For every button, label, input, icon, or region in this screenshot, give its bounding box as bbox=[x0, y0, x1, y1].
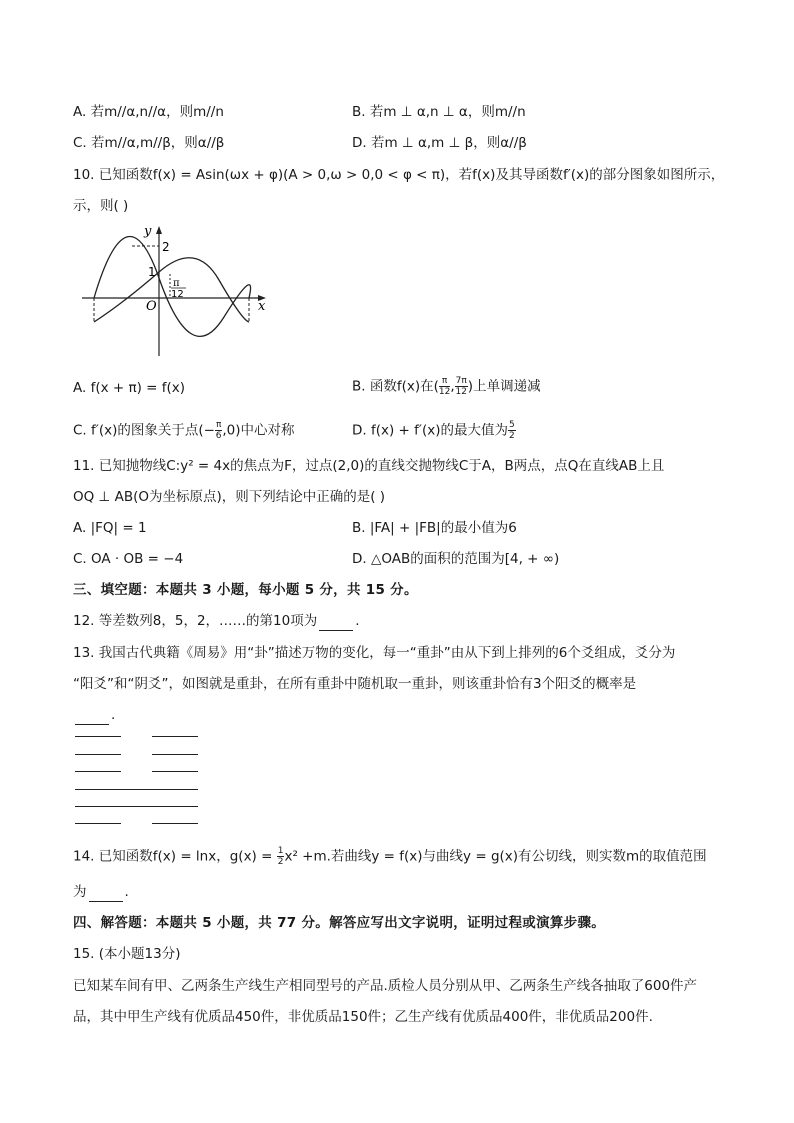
q15-text-line1: 已知某车间有甲、乙两条生产线生产相同型号的产品.质检人员分别从甲、乙两条生产线各抽取了600件产 bbox=[73, 978, 698, 994]
q10-option-a: A. f(x + π) = f(x) bbox=[73, 380, 186, 396]
q14-answer-blank[interactable] bbox=[89, 887, 123, 902]
q11-stem-line1: 11. 已知抛物线C:y² = 4x的焦点为F，过点(2,0)的直线交抛物线C于A，B两点，点Q在直线AB上且 bbox=[73, 458, 665, 474]
y-axis-arrow bbox=[156, 226, 162, 234]
section-fill-blank-heading: 三、填空题：本题共 3 小题，每小题 5 分，共 15 分。 bbox=[73, 582, 418, 598]
q11-option-d: D. △OAB的面积的范围为[4, + ∞) bbox=[352, 551, 560, 567]
q11-option-b: B. |FA| + |FB|的最小值为6 bbox=[352, 520, 517, 536]
q10-option-b: B. 函数f(x)在( $\frac{\pi}{12}$ , $\frac{7\pi}{12}$ )上单调递减 bbox=[352, 376, 541, 397]
label-origin: O bbox=[146, 299, 157, 314]
q15-text-line2: 品，其中甲生产线有优质品450件，非优质品150件；乙生产线有优质品400件，非优质品200件. bbox=[73, 1009, 653, 1025]
q10-stem-line2: 示，则( ) bbox=[73, 198, 129, 214]
label-y: y bbox=[144, 224, 152, 239]
q9-option-c: C. 若m//α,m//β，则α//β bbox=[73, 135, 225, 151]
q12-answer-blank[interactable] bbox=[319, 616, 353, 631]
q14-stem-line2: 为 . bbox=[73, 884, 129, 900]
q11-option-c: C. OA · OB = −4 bbox=[73, 551, 184, 567]
q11-stem-line2: OQ ⊥ AB(O为坐标原点)，则下列结论中正确的是( ) bbox=[73, 489, 386, 505]
q14-stem-line1: 14. 已知函数f(x) = lnx，g(x) = $\frac{1}{2}$ x² +m.若曲线y = f(x)与曲线y = g(x)有公切线，则实数m的取值范围 bbox=[73, 846, 707, 867]
q13-stem-line2: “阳爻”和“阴爻”，如图就是重卦，在所有重卦中随机取一重卦，则该重卦恰有3个阳爻的概率是 bbox=[73, 676, 637, 692]
q10-stem-line1: 10. 已知函数f(x) = Asin(ωx + φ)(A > 0,ω > 0,0 < φ < π)，若f(x)及其导函数f′(x)的部分图象如图所示， bbox=[73, 167, 725, 183]
label-x: x bbox=[258, 299, 266, 314]
q9-option-d: D. 若m ⊥ α,m ⊥ β，则α//β bbox=[352, 135, 527, 151]
label-twelve: 12 bbox=[171, 289, 184, 300]
q9-option-a: A. 若m//α,n//α，则m//n bbox=[73, 104, 224, 120]
q10-option-c: C. f′(x)的图象关于点(− $\frac{\pi}{6}$ ,0)中心对称 bbox=[73, 420, 295, 441]
function-graph bbox=[82, 224, 272, 364]
label-pi: π bbox=[173, 278, 180, 289]
q12: 12. 等差数列8，5，2，……的第10项为 . bbox=[73, 613, 360, 629]
q13-stem-line1: 13. 我国古代典籍《周易》用“卦”描述万物的变化，每一“重卦”由从下到上排列的6个爻组成，爻分为 bbox=[73, 645, 676, 661]
label-one: 1 bbox=[148, 265, 156, 279]
q10-option-d: D. f(x) + f′(x)的最大值为 $\frac{5}{2}$ bbox=[352, 420, 515, 441]
q13-stem-line3: . bbox=[73, 705, 115, 725]
q11-option-a: A. |FQ| = 1 bbox=[73, 520, 147, 536]
q15-title: 15. (本小题13分) bbox=[73, 946, 181, 962]
q9-option-b: B. 若m ⊥ α,n ⊥ α，则m//n bbox=[352, 104, 526, 120]
label-two: 2 bbox=[162, 240, 170, 254]
q13-answer-blank[interactable] bbox=[75, 710, 109, 725]
section-solution-heading: 四、解答题：本题共 5 小题，共 77 分。解答应写出文字说明，证明过程或演算步骤。 bbox=[73, 915, 606, 931]
